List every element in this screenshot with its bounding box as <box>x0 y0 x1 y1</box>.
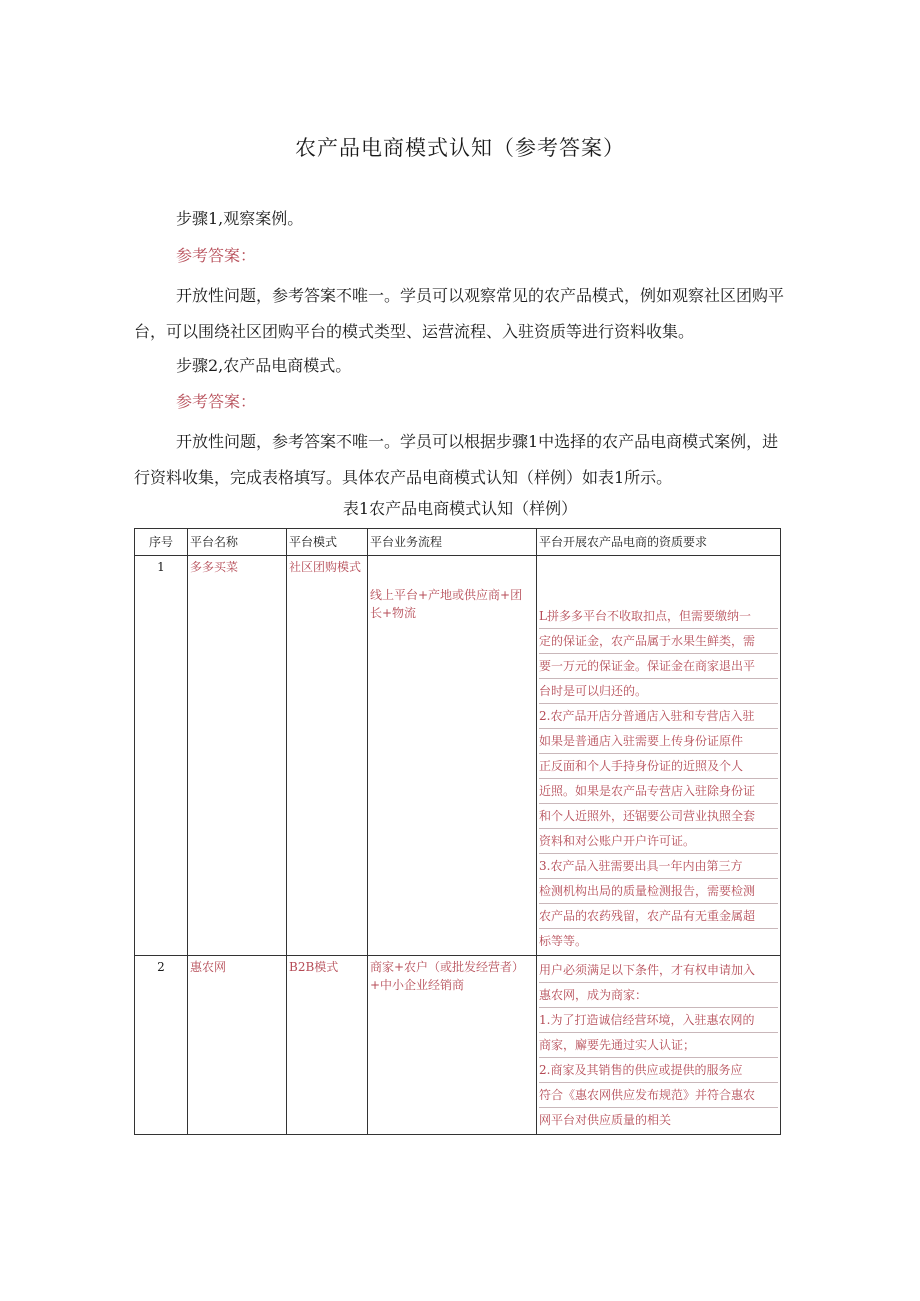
row2-name: 惠农网 <box>188 956 287 1135</box>
row1-req-line: 农产品的农药残留，农产品有无重金属超 <box>539 904 778 929</box>
table-row <box>135 556 781 956</box>
mode-table <box>134 528 781 1135</box>
header-req: 平台开展农产品电商的资质要求 <box>537 529 781 556</box>
row1-req-line: L拼多多平台不收取扣点，但需要缴纳一 <box>539 604 778 629</box>
row2-req-line: 1.为了打造诚信经营环境，入驻惠农网的 <box>539 1008 778 1033</box>
table-row <box>135 956 781 1135</box>
step2-heading <box>134 350 786 382</box>
step2-text: 步骤2,农产品电商模式。 <box>176 356 352 375</box>
row1-req-line: 如果是普通店入驻需要上传身份证原件 <box>539 729 778 754</box>
row1-req-line: 2.农产品开店分普通店入驻和专营店入驻 <box>539 704 778 729</box>
answer-label-2-text: 参考答案： <box>176 392 257 411</box>
answer2-paragraph <box>134 424 786 496</box>
answer2-text: 开放性问题，参考答案不唯一。学员可以根据步骤1中选择的农产品电商模式案例，进行资料收集，完成表格填写。具体农产品电商模式认知（样例）如表1所示。 <box>134 432 779 487</box>
row2-req-line: 符合《惠农网供应发布规范》并符合惠农 <box>539 1083 778 1108</box>
row2-flow: 商家+农户（或批发经营者）+中小企业经销商 <box>368 956 537 1135</box>
row2-req <box>537 956 781 1135</box>
row2-req-line: 商家，廨要先通过实人认证； <box>539 1033 778 1058</box>
step1-heading <box>134 203 786 235</box>
document-title: 农产品电商模式认知（参考答案） <box>295 136 625 160</box>
answer1-text: 开放性问题，参考答案不唯一。学员可以观察常见的农产品模式，例如观察社区团购平台，可以围绕社区团购平台的模式类型、运营流程、入驻资质等进行资料收集。 <box>134 286 785 341</box>
row1-req-line: 正反面和个人手持身份证的近照及个人 <box>539 754 778 779</box>
answer-label-2 <box>134 386 786 418</box>
row1-no: 1 <box>135 556 188 956</box>
row2-req-line: 2.商家及其销售的供应或提供的服务应 <box>539 1058 778 1083</box>
answer1-paragraph <box>134 278 786 350</box>
table-header-row <box>135 529 781 556</box>
row1-flow: 线上平台+产地或供应商+团长+物流 <box>368 556 537 956</box>
row1-mode: 社区团购模式 <box>287 556 368 956</box>
row1-req-line: 3.农产品入驻需要出具一年内由第三方 <box>539 854 778 879</box>
table-caption: 表1农产品电商模式认知（样例） <box>342 499 578 518</box>
row1-req-line: 要一万元的保证金。保证金在商家退出平 <box>539 654 778 679</box>
row1-req <box>537 556 781 956</box>
row2-no: 2 <box>135 956 188 1135</box>
row1-req-line: 标等等。 <box>539 934 588 948</box>
header-name: 平台名称 <box>188 529 287 556</box>
row1-req-line: 资料和对公账户开户许可证。 <box>539 829 778 854</box>
row1-req-line: 台时是可以归还的。 <box>539 679 778 704</box>
row1-req-line: 定的保证金，农产品属于水果生鲜类，需 <box>539 629 778 654</box>
row2-req-line: 网平台对供应质量的相关 <box>539 1113 672 1127</box>
header-flow: 平台业务流程 <box>368 529 537 556</box>
step1-text: 步骤1,观察案例。 <box>176 209 304 228</box>
row2-req-line: 惠农网，成为商家： <box>539 983 778 1008</box>
header-no: 序号 <box>135 529 188 556</box>
row2-mode: B2B模式 <box>287 956 368 1135</box>
answer-label-1-text: 参考答案： <box>176 246 257 265</box>
row2-req-line: 用户必须满足以下条件，才有权申请加入 <box>539 958 778 983</box>
row1-req-line: 检测机构出局的质量检测报告，需要检测 <box>539 879 778 904</box>
row1-req-line: 和个人近照外，还锯要公司营业执照全套 <box>539 804 778 829</box>
row1-name: 多多买菜 <box>188 556 287 956</box>
row1-req-line: 近照。如果是农产品专营店入驻除身份证 <box>539 779 778 804</box>
header-mode: 平台模式 <box>287 529 368 556</box>
answer-label-1 <box>134 240 786 272</box>
